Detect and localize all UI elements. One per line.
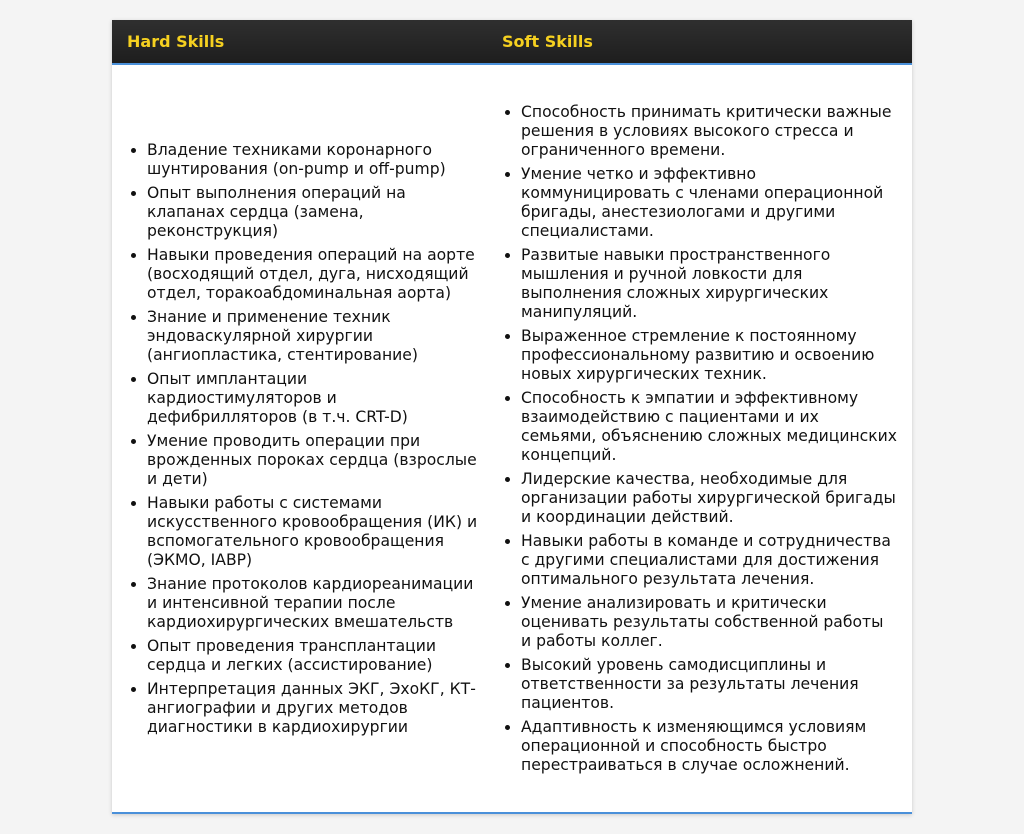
table-body [112, 65, 912, 812]
list-item: • Умение анализировать и критически оценивать результаты собственной работы и работы коллег. [521, 594, 898, 651]
list-item: • Опыт имплантации кардиостимуляторов и дефибрилляторов (в т.ч. CRT-D) [147, 370, 486, 427]
table-header [112, 20, 912, 65]
list-item: • Опыт выполнения операций на клапанах сердца (замена, реконструкция) [147, 184, 486, 241]
list-item: • Способность к эмпатии и эффективному взаимодействию с пациентами и их семьями, объяснению сложных медицинских концепций. [521, 389, 898, 465]
list-item: • Интерпретация данных ЭКГ, ЭхоКГ, КТ-ангиографии и других методов диагностики в кардиохирургии [147, 680, 486, 737]
list-item: • Навыки работы в команде и сотрудничества с другими специалистами для достижения оптимального результата лечения. [521, 532, 898, 589]
list-item: • Знание протоколов кардиореанимации и интенсивной терапии после кардиохирургических вмешательств [147, 575, 486, 632]
soft-skills-list [502, 103, 898, 775]
list-item: • Способность принимать критически важные решения в условиях высокого стресса и ограниченного времени. [521, 103, 898, 160]
list-item: • Адаптивность к изменяющимся условиям операционной и способность быстро перестраиваться в случае осложнений. [521, 718, 898, 775]
hard-skills-heading: Hard Skills [127, 32, 225, 51]
list-item: • Навыки работы с системами искусственного кровообращения (ИК) и вспомогательного кровообращения (ЭКМО, IABP) [147, 494, 486, 570]
list-item: • Умение проводить операции при врожденных пороках сердца (взрослые и дети) [147, 432, 486, 489]
list-item: • Навыки проведения операций на аорте (восходящий отдел, дуга, нисходящий отдел, торакоабдоминальная аорта) [147, 246, 486, 303]
soft-skills-column [502, 65, 898, 812]
list-item: • Лидерские качества, необходимые для организации работы хирургической бригады и координации действий. [521, 470, 898, 527]
hard-skills-list [128, 141, 486, 737]
list-item: • Владение техниками коронарного шунтирования (on-pump и off-pump) [147, 141, 486, 179]
list-item: • Опыт проведения трансплантации сердца и легких (ассистирование) [147, 637, 486, 675]
list-item: • Высокий уровень самодисциплины и ответственности за результаты лечения пациентов. [521, 656, 898, 713]
hard-skills-column [128, 65, 486, 812]
list-item: • Развитые навыки пространственного мышления и ручной ловкости для выполнения сложных хирургических манипуляций. [521, 246, 898, 322]
list-item: • Умение четко и эффективно коммуницировать с членами операционной бригады, анестезиологами и другими специалистами. [521, 165, 898, 241]
list-item: • Выраженное стремление к постоянному профессиональному развитию и освоению новых хирургических техник. [521, 327, 898, 384]
soft-skills-heading: Soft Skills [502, 32, 593, 51]
list-item: • Знание и применение техник эндоваскулярной хирургии (ангиопластика, стентирование) [147, 308, 486, 365]
skills-card [112, 20, 912, 814]
